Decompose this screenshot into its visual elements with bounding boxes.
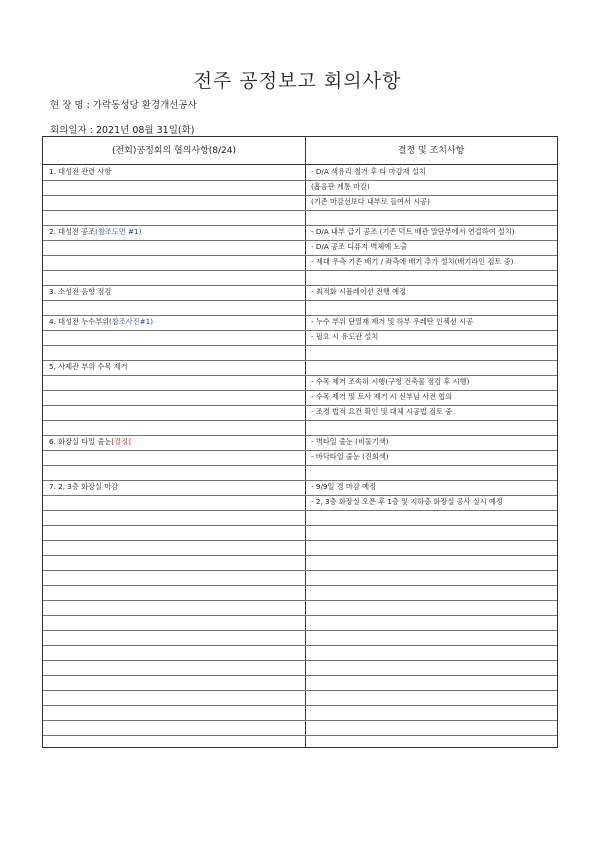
table-row: [43, 600, 557, 616]
reference-note: (참조사진#1): [109, 317, 154, 326]
table-row: [43, 240, 557, 256]
table-row: [43, 480, 557, 496]
table-row: [43, 690, 557, 706]
decision-cell: - 9/9일 경 마감 예정: [311, 482, 376, 491]
decision-cell: - 최적화 시뮬레이션 진행 예정: [311, 287, 407, 296]
table-row: [43, 465, 557, 481]
table-row: [43, 615, 557, 631]
table-row: [43, 375, 557, 391]
discussion-cell: 5. 사제관 부위 수목 제거: [49, 362, 128, 371]
table-row: [43, 195, 557, 211]
document-title: 전주 공정보고 회의사항: [193, 70, 402, 92]
header-discussion: (전회)공정회의 협의사항(8/24): [111, 146, 237, 156]
table-row: [43, 270, 557, 286]
table-row: [43, 645, 557, 661]
table-row: [43, 360, 557, 376]
table-row: [43, 435, 557, 451]
table-row: [43, 675, 557, 691]
decision-cell: - 필요 시 유도관 설치: [311, 332, 379, 341]
discussion-cell: 2. 대성전 공조(참조도면 #1): [49, 227, 142, 236]
table-row: [43, 510, 557, 526]
table-row: [43, 210, 557, 226]
decision-cell: (기존 마감선보다 내부로 들여서 시공): [311, 197, 430, 206]
decision-cell: - 벽타일 줄눈 (비둘기색): [311, 437, 389, 446]
decision-cell: - 수목 제거 및 토사 제거 시 신부님 사전 협의: [311, 392, 453, 401]
decision-cell: - D/A 공조 디퓨저 벽체에 노출: [311, 242, 408, 251]
discussion-cell: 7. 2, 3층 화장실 마감: [49, 482, 119, 491]
table-row: [43, 255, 557, 271]
table-row: [43, 705, 557, 721]
discussion-cell: 4. 대성전 누수부위(참조사진#1): [49, 317, 154, 326]
table-row: [43, 555, 557, 571]
decision-cell: - 조경 법적 요건 확인 및 대체 시공법 검토 중: [311, 407, 453, 416]
table-row: [43, 405, 557, 421]
decision-cell: - 수목 제거 조속히 시행(구청 건축물 점검 후 시행): [311, 377, 470, 386]
decision-badge: [결정]: [111, 437, 131, 446]
site-name: 현 장 명 : 가락동성당 환경개선공사: [50, 100, 197, 111]
table-row: [43, 540, 557, 556]
decision-cell: - 바닥타일 줄눈 (진회색): [311, 452, 389, 461]
table-row: [43, 330, 557, 346]
discussion-cell: 6. 화장실 타일 줄눈[결정]: [49, 437, 131, 446]
table-row: [43, 525, 557, 541]
table-row: [43, 345, 557, 361]
decision-cell: (흡음판 계통 마감): [311, 182, 370, 191]
table-row: [43, 285, 557, 301]
discussion-cell: 1. 대성전 관련 사항: [49, 167, 112, 176]
table-row: [43, 660, 557, 676]
reference-note: (참조도면 #1): [95, 227, 142, 236]
minutes-table: [42, 136, 558, 748]
table-row: [43, 165, 557, 181]
decision-cell: - 누수 부위 단열재 제거 및 하부 우레탄 인젝션 시공: [311, 317, 474, 326]
table-row: [43, 720, 557, 736]
table-row: [43, 180, 557, 196]
table-row: [43, 420, 557, 436]
table-row: [43, 315, 557, 331]
table-row: [43, 585, 557, 601]
table-row: [43, 495, 557, 511]
decision-cell: - 2, 3층 화장실 오픈 후 1층 및 지하층 화장실 공사 실시 예정: [311, 497, 503, 506]
table-row: [43, 450, 557, 466]
meeting-date: 회의일자 : 2021년 08월 31일(화): [50, 125, 195, 136]
table-row: [43, 570, 557, 586]
header-decision: 결정 및 조치사항: [397, 146, 465, 156]
decision-cell: - D/A 색유리 철거 후 타 마감재 설치: [311, 167, 426, 176]
table-row: [43, 300, 557, 316]
discussion-cell: 3. 소성전 음향 점검: [49, 287, 112, 296]
table-row: [43, 390, 557, 406]
decision-cell: - 제대 우측 기존 배기 / 좌측에 배기 추가 설치(배기라인 검토 중): [311, 257, 514, 266]
table-row: [43, 630, 557, 646]
decision-cell: - D/A 내부 급기 공조 (기존 덕트 배관 말단부에서 연결하여 설치): [311, 227, 515, 236]
table-row: [43, 225, 557, 241]
